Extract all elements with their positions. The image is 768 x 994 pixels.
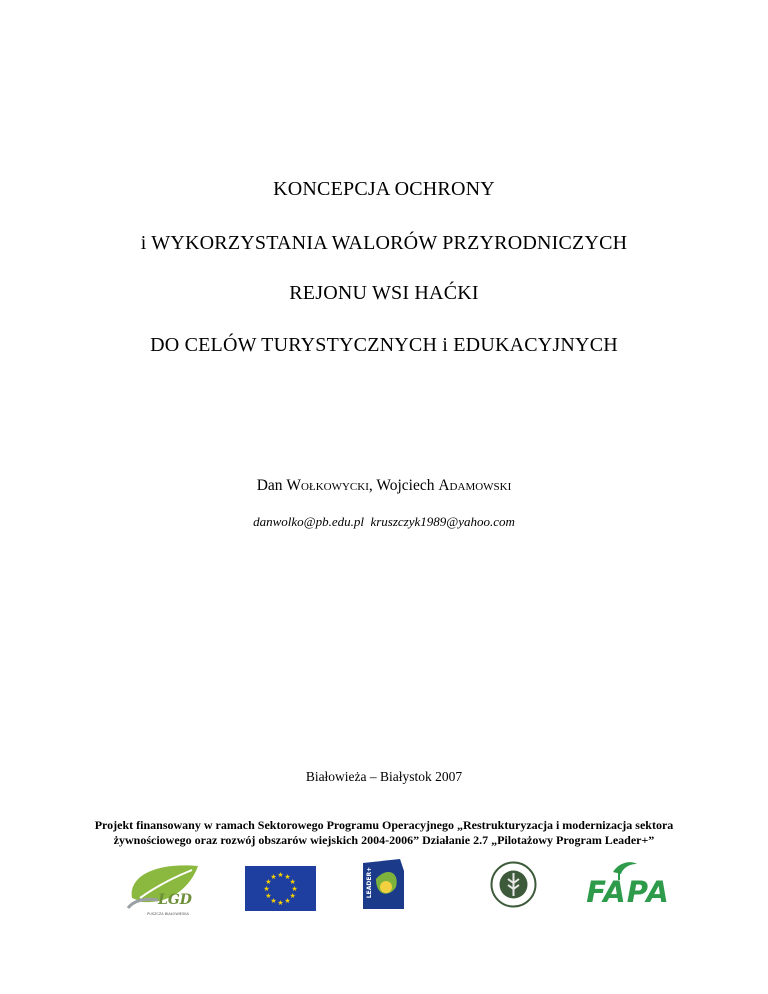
title-line-3: REJONU WSI HAĆKI [289, 282, 479, 304]
title-line-1: KONCEPCJA OCHRONY [273, 178, 495, 200]
eu-star-icon: ★ [289, 878, 296, 886]
lgd-logo-subtext: PUSZCZA BIAŁOWIESKA [147, 912, 189, 916]
email-1[interactable]: danwolko@pb.edu.pl [253, 514, 364, 529]
ministry-seal-icon [490, 861, 537, 908]
eu-star-icon: ★ [265, 892, 272, 900]
eu-flag-icon [245, 866, 316, 911]
author-separator: , [368, 477, 373, 494]
authors [0, 477, 768, 495]
eu-star-icon: ★ [277, 871, 284, 879]
eu-star-icon: ★ [289, 892, 296, 900]
leader-plus-logo [360, 857, 410, 913]
leader-plus-text: LEADER+ [366, 866, 374, 899]
fapa-logo-text: FAPA [586, 875, 670, 909]
author1-last-name: Wołkowycki [286, 477, 369, 494]
eu-star-icon: ★ [263, 885, 270, 893]
title-line-2: i WYKORZYSTANIA WALORÓW PRZYRODNICZYCH [140, 232, 628, 254]
place-date: Białowieża – Białystok 2007 [305, 769, 463, 784]
ministry-seal-logo [490, 861, 537, 908]
author1-first-name: Dan [256, 477, 283, 494]
eu-star-icon: ★ [291, 885, 298, 893]
eu-star-icon: ★ [284, 872, 291, 881]
title-line-4: DO CELÓW TURYSTYCZNYCH i EDUKACYJNYCH [150, 334, 618, 356]
author2-first-name: Wojciech [376, 477, 435, 494]
emails [0, 514, 768, 530]
email-2[interactable]: kruszczyk1989@yahoo.com [370, 514, 515, 529]
eu-star-icon: ★ [277, 899, 284, 907]
eu-star-icon: ★ [270, 897, 277, 906]
fapa-logo [585, 860, 671, 910]
eu-star-icon: ★ [270, 872, 277, 881]
eu-star-icon: ★ [265, 878, 272, 886]
eu-flag-logo [245, 866, 316, 911]
lgd-logo-text: LGD [158, 892, 192, 908]
author2-last-name: Adamowski [438, 477, 512, 494]
funding-note: Projekt finansowany w ramach Sektorowego Programu Operacyjnego „Restrukturyzacja i modernizacja sektora żywnościowego oraz rozwój obszarów wiejskich 2004-2006” Działanie 2.7 „Pilotażowy Program Leader+” [94, 818, 674, 847]
eu-star-icon: ★ [284, 897, 291, 906]
lgd-logo [118, 858, 210, 924]
